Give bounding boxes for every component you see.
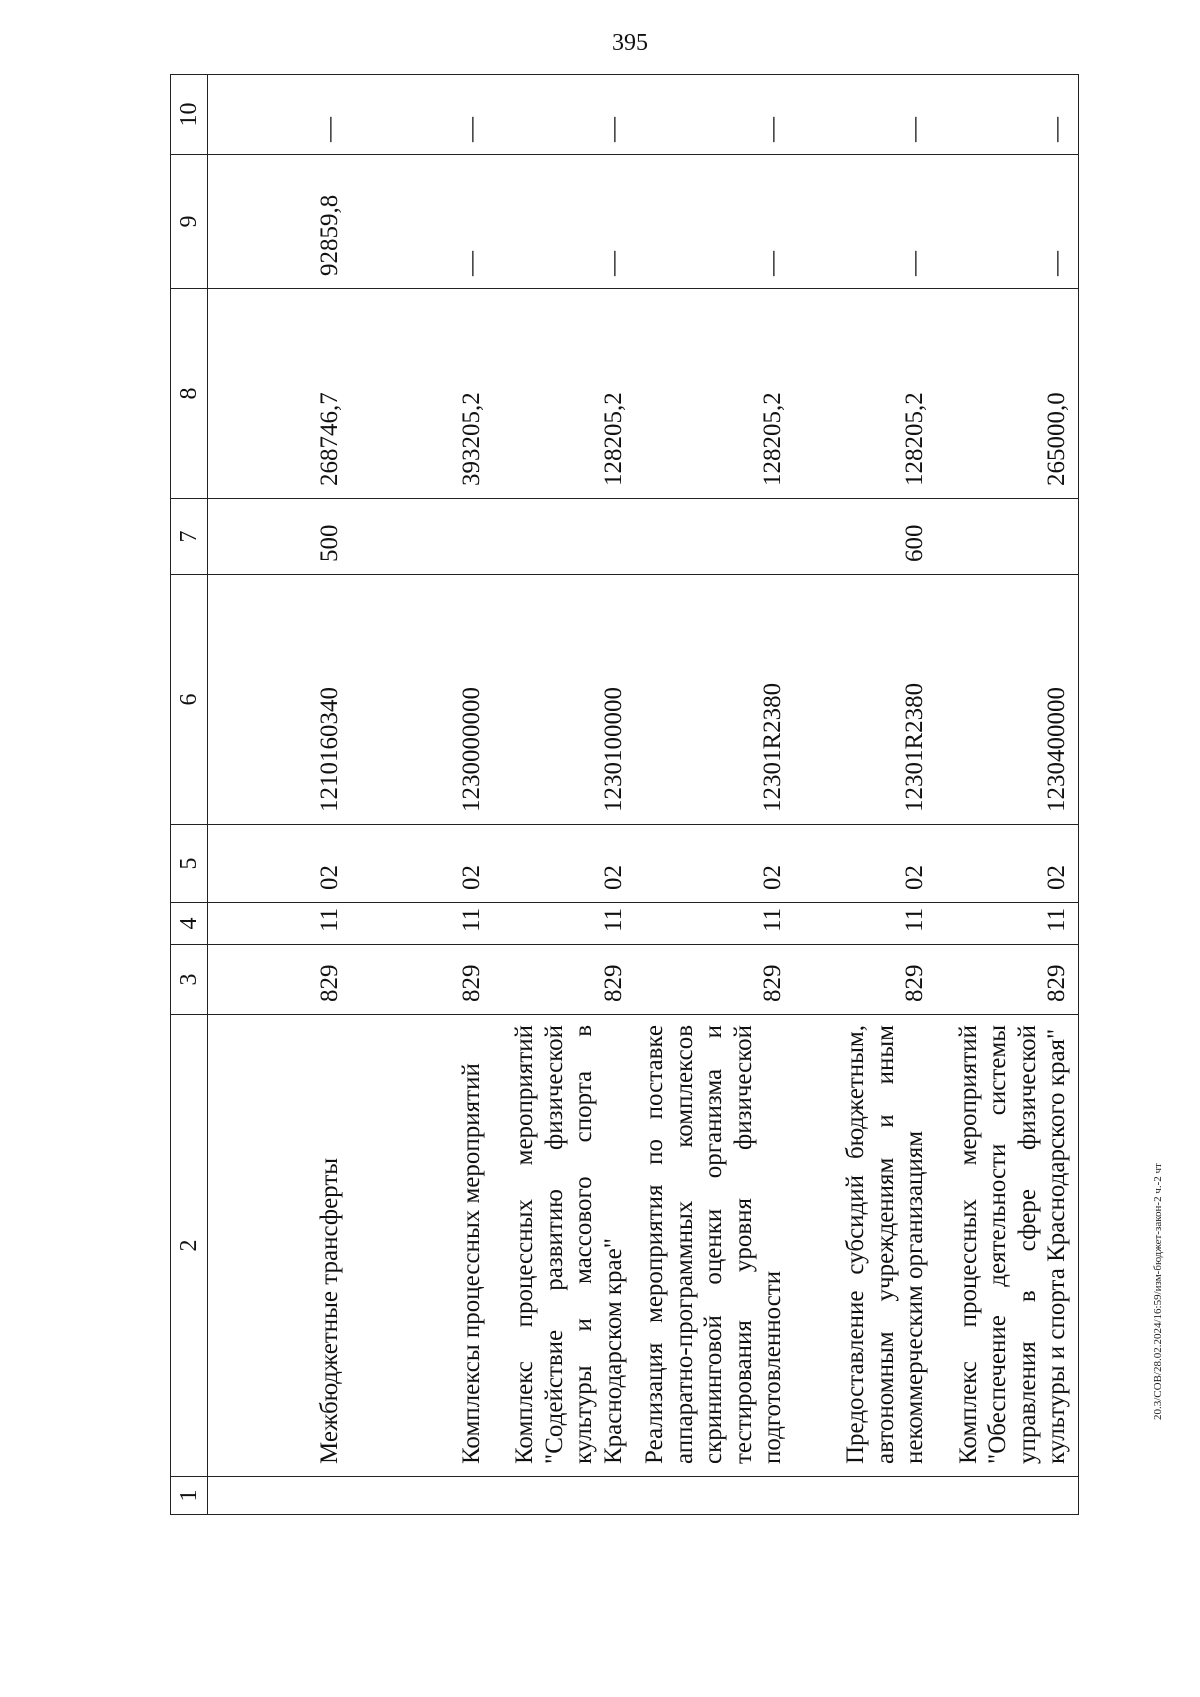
cell-col8: 265000,0 bbox=[936, 289, 1079, 499]
column-header: 10 bbox=[171, 75, 208, 155]
cell-col8: 268746,7 bbox=[208, 289, 351, 499]
column-header: 6 bbox=[171, 575, 208, 825]
cell-col4: 11 bbox=[208, 903, 351, 945]
cell-col9: — bbox=[794, 155, 936, 289]
cell-col3: 829 bbox=[794, 945, 936, 1015]
item-name: Комплекс процессных мероприятий "Содействие развитию физической культуры и массового спорта в Краснодарском крае" bbox=[492, 1015, 634, 1477]
column-header: 2 bbox=[171, 1015, 208, 1477]
item-name: Комплекс процессных мероприятий "Обеспечение деятельности системы управления в сфере физической культуры и спорта Краснодарского края" bbox=[936, 1015, 1079, 1477]
cell-col4: 11 bbox=[492, 903, 634, 945]
row-number-cell bbox=[936, 1477, 1079, 1515]
cell-col7 bbox=[634, 499, 794, 575]
row-number-cell bbox=[208, 1477, 351, 1515]
row-number-cell bbox=[794, 1477, 936, 1515]
table-row bbox=[492, 75, 634, 1515]
cell-col10: — bbox=[350, 75, 492, 155]
column-header: 5 bbox=[171, 825, 208, 903]
cell-col10: — bbox=[634, 75, 794, 155]
cell-col6: 1210160340 bbox=[208, 575, 351, 825]
cell-col4: 11 bbox=[794, 903, 936, 945]
row-number-cell bbox=[350, 1477, 492, 1515]
cell-col5: 02 bbox=[492, 825, 634, 903]
cell-col8: 128205,2 bbox=[492, 289, 634, 499]
cell-col9: — bbox=[936, 155, 1079, 289]
table-row bbox=[794, 75, 936, 1515]
budget-table bbox=[170, 74, 1079, 1515]
table-row bbox=[350, 75, 492, 1515]
cell-col8: 128205,2 bbox=[634, 289, 794, 499]
cell-col6: 12301R2380 bbox=[634, 575, 794, 825]
cell-col7: 500 bbox=[208, 499, 351, 575]
cell-col8: 393205,2 bbox=[350, 289, 492, 499]
column-header: 8 bbox=[171, 289, 208, 499]
table-row bbox=[208, 75, 351, 1515]
cell-col6: 1230000000 bbox=[350, 575, 492, 825]
item-name: Межбюджетные трансферты bbox=[208, 1015, 351, 1477]
cell-col9: — bbox=[350, 155, 492, 289]
document-code: 20.3/СОВ/28.02.2024/16:59/изм-бюджет-закон-2 ч.-2 чт bbox=[1152, 1163, 1164, 1420]
cell-col5: 02 bbox=[794, 825, 936, 903]
row-number-cell bbox=[634, 1477, 794, 1515]
column-header: 9 bbox=[171, 155, 208, 289]
header-row bbox=[171, 75, 208, 1515]
cell-col9: 92859,8 bbox=[208, 155, 351, 289]
cell-col7 bbox=[350, 499, 492, 575]
row-number-cell bbox=[492, 1477, 634, 1515]
column-header: 3 bbox=[171, 945, 208, 1015]
cell-col7: 600 bbox=[794, 499, 936, 575]
cell-col4: 11 bbox=[634, 903, 794, 945]
page-number: 395 bbox=[612, 30, 648, 56]
cell-col5: 02 bbox=[350, 825, 492, 903]
table-row bbox=[634, 75, 794, 1515]
cell-col5: 02 bbox=[208, 825, 351, 903]
cell-col10: — bbox=[794, 75, 936, 155]
item-name: Комплексы процессных мероприятий bbox=[350, 1015, 492, 1477]
cell-col4: 11 bbox=[350, 903, 492, 945]
column-header: 4 bbox=[171, 903, 208, 945]
cell-col10: — bbox=[208, 75, 351, 155]
cell-col9: — bbox=[634, 155, 794, 289]
cell-col5: 02 bbox=[936, 825, 1079, 903]
cell-col9: — bbox=[492, 155, 634, 289]
cell-col7 bbox=[936, 499, 1079, 575]
cell-col3: 829 bbox=[492, 945, 634, 1015]
cell-col8: 128205,2 bbox=[794, 289, 936, 499]
item-name: Предоставление субсидий бюджетным, автономным учреждениям и иным некоммерческим организациям bbox=[794, 1015, 936, 1477]
column-header: 1 bbox=[171, 1477, 208, 1515]
cell-col3: 829 bbox=[208, 945, 351, 1015]
cell-col6: 1230400000 bbox=[936, 575, 1079, 825]
cell-col4: 11 bbox=[936, 903, 1079, 945]
cell-col7 bbox=[492, 499, 634, 575]
table-row bbox=[936, 75, 1079, 1515]
rotated-table-frame bbox=[170, 75, 1130, 1515]
cell-col3: 829 bbox=[936, 945, 1079, 1015]
cell-col6: 1230100000 bbox=[492, 575, 634, 825]
cell-col5: 02 bbox=[634, 825, 794, 903]
item-name: Реализация мероприятия по поставке аппаратно-программных комплексов скрининговой оценки организма и тестирования уровня физической подготовленности bbox=[634, 1015, 794, 1477]
cell-col6: 12301R2380 bbox=[794, 575, 936, 825]
column-header: 7 bbox=[171, 499, 208, 575]
cell-col3: 829 bbox=[634, 945, 794, 1015]
cell-col3: 829 bbox=[350, 945, 492, 1015]
cell-col10: — bbox=[936, 75, 1079, 155]
cell-col10: — bbox=[492, 75, 634, 155]
